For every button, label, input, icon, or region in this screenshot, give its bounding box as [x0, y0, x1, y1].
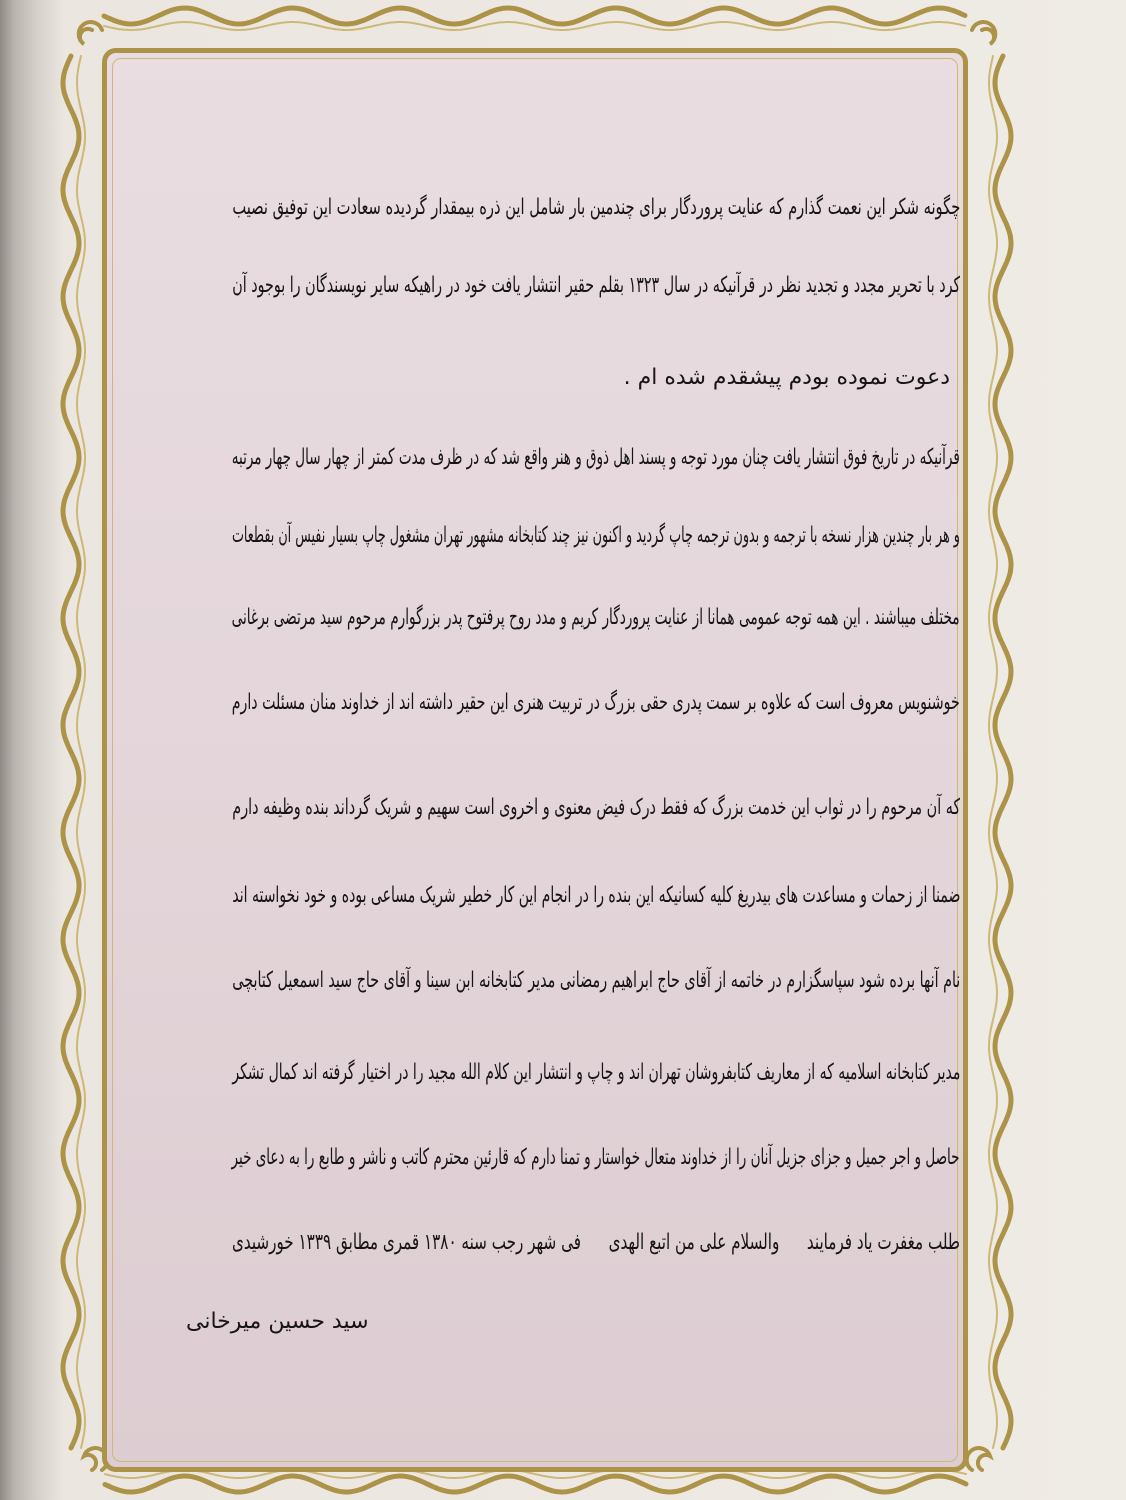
border-wave — [63, 56, 79, 1448]
text-line-4-text: قرآنیکه در تاریخ فوق انتشار یافت چنان مورد توجه و پسند اهل ذوق و هنر واقع شد که در ظرف مدت کمتر از چهار سال چهار مرتبه — [232, 445, 960, 470]
text-line-8-text: که آن مرحوم را در ثواب این خدمت بزرگ که فقط درک فیض معنوی و اخروی است سهیم و شریک گرداند بنده وظیفه دارم — [232, 795, 960, 820]
text-line-2-text: کرد با تحریر مجدد و تجدید نظر در قرآنیکه در سال ۱۳۲۳ بقلم حقیر انتشار یافت خود در راهیکه سایر نویسندگان را بوجود آن — [232, 273, 960, 298]
text-line-2 — [228, 264, 960, 308]
text-line-10-text: نام آنها برده شود سپاسگزارم در خاتمه از آقای حاج ابراهیم رمضانی مدیر کتابخانه ابن سینا و آقای حاج سید اسمعیل کتابچی — [232, 968, 960, 993]
text-line-7-text: خوشنویس معروف است که علاوه بر سمت پدری حقی بزرگ در تربیت هنری این حقیر داشته اند از خداوند منان مسئلت دارم — [232, 690, 960, 715]
text-line-12 — [228, 1136, 960, 1180]
text-line-6 — [228, 596, 960, 640]
text-line-5-text: و هر بار چندین هزار نسخه با ترجمه و بدون ترجمه چاپ گردید و اکنون نیز چند کتابخانه مشهور تهران مشغول چاپ بسیار نفیس آن بقطعات — [232, 523, 960, 548]
text-line-9-text: ضمنا از زحمات و مساعدت های بیدریغ کلیه کسانیکه این بنده را در انجام این کار خطیر شریک مساعی بوده و خود نخواسته اند — [232, 883, 960, 908]
border-wave-inner — [77, 56, 85, 1448]
text-line-3-text: دعوت نموده بودم پیشقدم شده ام . — [623, 365, 950, 390]
closing-line — [228, 1221, 960, 1265]
border-wave-inner — [989, 56, 997, 1448]
text-line-1 — [228, 186, 960, 230]
closing-segment-salutation: والسلام علی من اتبع الهدی — [608, 1230, 780, 1255]
corner-flourish — [79, 22, 102, 44]
text-line-11 — [228, 1051, 960, 1095]
closing-segment-date: فی شهر رجب سنه ۱۳۸۰ قمری مطابق ۱۳۳۹ خورشیدی — [232, 1230, 582, 1255]
text-line-5 — [228, 514, 960, 558]
closing-segment-prayer: طلب مغفرت یاد فرمایند — [806, 1230, 960, 1255]
corner-flourish — [967, 1448, 990, 1470]
signature: سید حسین میرخانی — [186, 1309, 369, 1334]
text-line-3 — [228, 356, 960, 400]
border-wave — [995, 56, 1011, 1448]
text-line-8 — [228, 786, 960, 830]
text-line-12-text: حاصل و اجر جمیل و جزای جزیل آنان را از خداوند متعال خواستار و تمنا دارم که قارئین محترم کاتب و ناشر و طابع را به دعای خیر — [232, 1145, 960, 1170]
text-line-6-text: مختلف میباشند . این همه توجه عمومی همانا از عنایت پروردگار کریم و مدد روح پرفتوح پدر بزرگوارم مرحوم سید مرتضی برغانی — [232, 605, 960, 630]
text-line-9 — [228, 874, 960, 918]
text-line-10 — [228, 959, 960, 1003]
text-line-4 — [228, 436, 960, 480]
corner-flourish — [972, 22, 995, 44]
closing-line-content — [232, 1221, 960, 1265]
text-line-1-text: چگونه شکر این نعمت گذارم که عنایت پروردگار برای چندمین بار شامل این ذره بیمقدار گردیده سعادت این توفیق نصیب — [232, 195, 960, 220]
text-line-7 — [228, 681, 960, 725]
text-line-11-text: مدیر کتابخانه اسلامیه که از معاریف کتابفروشان تهران اند و چاپ و انتشار این کلام الله مجید را در اختیار گرفته اند کمال تشکر — [232, 1060, 960, 1085]
